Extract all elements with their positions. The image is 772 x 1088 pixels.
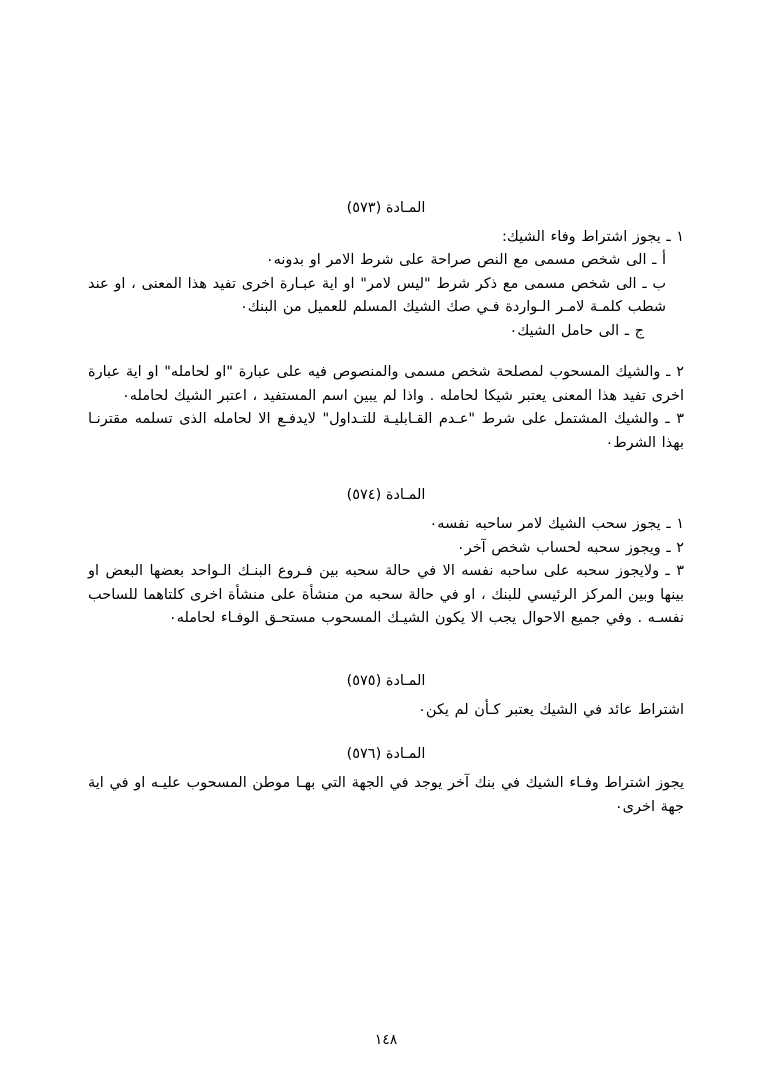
article-574 xyxy=(88,487,684,630)
article-574-para-1: ١ ـ يجوز سحب الشيك لامر ساحبه نفسه٠ xyxy=(429,516,684,533)
spacer xyxy=(88,728,684,746)
article-573-para-1: ١ ـ يجوز اشتراط وفاء الشيك: xyxy=(501,229,684,245)
article-575-para-1: اشتراط عائد في الشيك يعتبر كـأن لم يكن٠ xyxy=(418,701,684,718)
article-576-para-1: يجوز اشتراط وفـاء الشيك في بنك آخر يوجد في الجهة التي بهـا موطن المسحوب عليـه او في اية جهة اخرى٠ xyxy=(88,775,684,815)
article-574-para-3: ٣ ـ ولايجوز سحبه على ساحبه نفسه الا في حالة سحبه بين فـروع البنـك الـواحد بعضها البعض او بينها وبين المركز الرئيسي للبنك ، او في حالة سحبه من منشأة على منشأة اخرى كلتاهما للساحب نفسـه . وفي جميع الاحوال يجب الا يكون الشيـك المسحوب مستحـق الوفـاء لحامله٠ xyxy=(88,563,684,627)
article-575-heading: المـادة (٥٧٥) xyxy=(346,672,426,689)
spacer xyxy=(88,637,684,663)
page-number: ١٤٨ xyxy=(374,1032,398,1048)
spacer xyxy=(88,343,684,361)
article-574-heading: المـادة (٥٧٤) xyxy=(346,487,426,504)
article-576-heading: المـادة (٥٧٦) xyxy=(346,746,426,763)
spacer xyxy=(88,663,684,673)
article-573 xyxy=(88,200,684,455)
article-574-para-2: ٢ ـ ويجوز سحبه لحساب شخص آخر٠ xyxy=(456,539,684,556)
article-573-para-b: ب ـ الى شخص مسمى مع ذكر شرط "ليس لامر" او اية عبـارة اخرى تفيد هذا المعنى ، او عند شطب كلمـة لامـر الـواردة فـي صك الشيك المسلم للعميل من البنك٠ xyxy=(88,275,666,316)
article-575 xyxy=(88,673,684,722)
spacer xyxy=(88,461,684,487)
article-573-para-a: أ ـ الى شخص مسمى مع النص صراحة على شرط الامر او بدونه٠ xyxy=(265,252,666,269)
article-576 xyxy=(88,746,684,819)
article-573-para-2: ٢ ـ والشيك المسحوب لمصلحة شخص مسمى والمنصوص فيه على عبارة "او لحامله" او اية عبارة اخرى تفيد هذا المعنى يعتبر شيكا لحامله . واذا لم يبين اسم المستفيد ، اعتبر الشيك لحامله٠ xyxy=(88,364,684,404)
article-573-para-3: ٣ ـ والشيك المشتمل على شرط "عـدم القـابليـة للتـداول" لايدفـع الا لحامله الذى تسلمه مقترنـا بهذا الشرط٠ xyxy=(88,411,684,451)
article-573-para-c: ج ـ الى حامل الشيك٠ xyxy=(509,322,644,339)
article-573-heading: المـادة (٥٧٣) xyxy=(346,200,426,216)
document-body xyxy=(88,200,684,825)
